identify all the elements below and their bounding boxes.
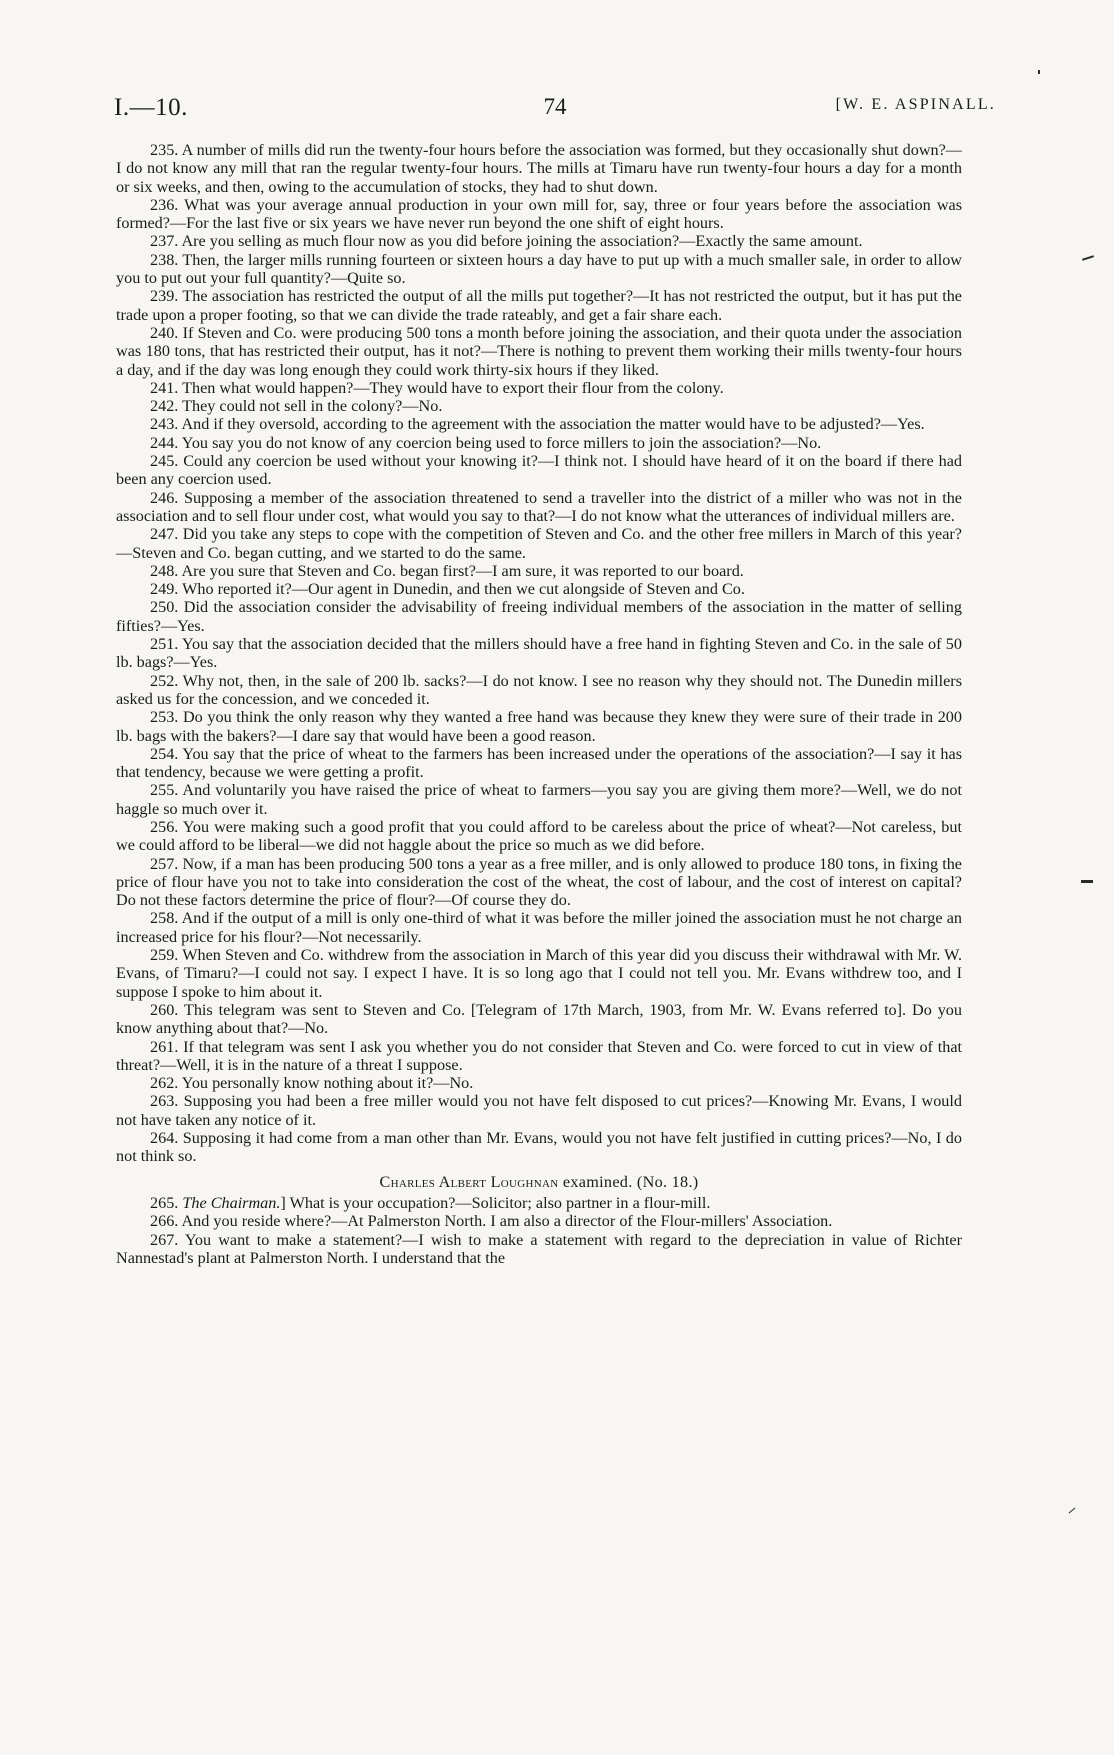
paragraph: 267. You want to make a statement?—I wish to make a statement with regard to the depreciation in value of Richter Nannestad's plant at Palmerston North. I understand that the xyxy=(116,1230,962,1267)
paragraph: 266. And you reside where?—At Palmerston North. I am also a director of the Flour-millers' Association. xyxy=(150,1212,833,1231)
paragraph: 239. The association has restricted the output of all the mills put together?—It has not restricted the output, but it has put the trade upon a proper footing, so that we can divide the trade rateably, and get a fair share each. xyxy=(116,287,962,324)
paragraph: 238. Then, the larger mills running fourteen or sixteen hours a day have to put up with a much smaller sale, in order to allow you to put out your full quantity?—Quite so. xyxy=(116,250,962,288)
section-heading-rest: examined. (No. 18.) xyxy=(558,1172,699,1191)
page-number: 74 xyxy=(543,94,567,119)
scan-mark xyxy=(1082,255,1094,261)
paragraph: 244. You say you do not know of any coercion being used to force millers to join the association?—No. xyxy=(150,433,822,452)
paragraph: 236. What was your average annual production in your own mill for, say, three or four years before the association was formed?—For the last five or six years we have never run beyond the one shift of eight hours. xyxy=(116,195,962,233)
paragraph: 247. Did you take any steps to cope with the competition of Steven and Co. and the other free millers in March of this year?—Steven and Co. began cutting, and we started to do the same. xyxy=(116,525,962,562)
paragraph: 256. You were making such a good profit that you could afford to be careless about the price of wheat?—Not careless, but we could afford to be liberal—we did not haggle about the price so much as we did before. xyxy=(116,817,962,855)
section-heading xyxy=(116,1173,962,1191)
speaker-label: The Chairman. xyxy=(182,1193,281,1212)
witness-name: Charles Albert Loughnan xyxy=(379,1172,559,1191)
page-header xyxy=(114,94,996,124)
evidence-paragraphs-aspinall xyxy=(116,141,962,1166)
paragraph: 258. And if the output of a mill is only one-third of what it was before the miller joined the association must he not charge an increased price for his flour?—Not necessarily. xyxy=(116,909,962,946)
paragraph: 243. And if they oversold, according to the agreement with the association the matter would have to be adjusted?—Yes. xyxy=(150,415,925,434)
paragraph: 237. Are you selling as much flour now as you did before joining the association?—Exactly the same amount. xyxy=(150,232,863,251)
evidence-paragraphs-loughnan xyxy=(116,1212,962,1267)
paragraph: 263. Supposing you had been a free miller would you not have felt disposed to cut prices?—Knowing Mr. Evans, I would not have taken any notice of it. xyxy=(116,1092,962,1129)
scan-mark xyxy=(1038,70,1040,74)
paragraph: 240. If Steven and Co. were producing 500 tons a month before joining the association, and their quota under the association was 180 tons, that has restricted their output, has it not?—There is nothing to prevent them working their mills twenty-four hours a day, and if the day was long enough they could work thirty-six hours if they liked. xyxy=(116,323,962,379)
paragraph: 253. Do you think the only reason why they wanted a free hand was because they knew they were sure of their trade in 200 lb. bags with the bakers?—I dare say that would have been a good reason. xyxy=(116,708,962,745)
paragraph: 242. They could not sell in the colony?—No. xyxy=(150,397,443,416)
paragraph: 248. Are you sure that Steven and Co. began first?—I am sure, it was reported to our board. xyxy=(150,561,744,580)
paragraph: 257. Now, if a man has been producing 500 tons a year as a free miller, and is only allowed to produce 180 tons, in fixing the price of flour have you not to take into consideration the cost of the wheat, the cost of labour, and the cost of interest on capital? Do not these factors determine the price of flour?—Of course they do. xyxy=(116,854,962,910)
paragraph: 249. Who reported it?—Our agent in Dunedin, and then we cut alongside of Steven and Co. xyxy=(150,580,745,599)
paragraph: 241. Then what would happen?—They would have to export their flour from the colony. xyxy=(150,378,724,397)
paragraph: 262. You personally know nothing about it?—No. xyxy=(150,1074,474,1093)
paragraph: 264. Supposing it had come from a man other than Mr. Evans, would you not have felt justified in cutting prices?—No, I do not think so. xyxy=(116,1129,962,1166)
document-body xyxy=(116,141,962,1267)
paper-reference: I.—10. xyxy=(114,94,188,121)
paragraph: 235. A number of mills did run the twenty-four hours before the association was formed, but they occasionally shut down?—I do not know any mill that ran the regular twenty-four hours. The mills at Timaru have run twenty-four hours a day for a month or six weeks, and then, owing to the accumulation of stocks, they had to shut down. xyxy=(116,141,962,196)
scan-mark xyxy=(1069,1508,1076,1514)
paragraph: 250. Did the association consider the advisability of freeing individual members of the association in the matter of selling fifties?—Yes. xyxy=(116,598,962,635)
paragraph: 251. You say that the association decided that the millers should have a free hand in fighting Steven and Co. in the sale of 50 lb. bags?—Yes. xyxy=(116,635,962,672)
paragraph: 255. And voluntarily you have raised the price of wheat to farmers—you say you are giving them more?—Well, we do not haggle so much over it. xyxy=(116,781,962,818)
paragraph: 246. Supposing a member of the association threatened to send a traveller into the district of a miller who was not in the association and to sell flour under cost, what would you say to that?—I do not know what the utterances of individual millers are. xyxy=(116,488,962,525)
paragraph: 265. The Chairman.] What is your occupation?—Solicitor; also partner in a flour-mill. xyxy=(150,1193,711,1212)
paragraph: 254. You say that the price of wheat to the farmers has been increased under the operations of the association?—I say it has that tendency, because we were getting a profit. xyxy=(116,744,962,782)
witness-name-header: [W. E. ASPINALL. xyxy=(835,96,996,113)
paragraph: 259. When Steven and Co. withdrew from the association in March of this year did you discuss their withdrawal with Mr. W. Evans, of Timaru?—I could not say. I expect I have. It is so long ago that I could not tell you. Mr. Evans withdrew too, and I suppose I spoke to him about it. xyxy=(116,946,962,1001)
scan-mark xyxy=(1081,880,1093,883)
paragraph: 260. This telegram was sent to Steven and Co. [Telegram of 17th March, 1903, from Mr. W. Evans referred to]. Do you know anything about that?—No. xyxy=(116,1000,962,1038)
paragraph: 252. Why not, then, in the sale of 200 lb. sacks?—I do not know. I see no reason why they should not. The Dunedin millers asked us for the concession, and we conceded it. xyxy=(116,671,962,708)
paragraph: 261. If that telegram was sent I ask you whether you do not consider that Steven and Co. were forced to cut in view of that threat?—Well, it is in the nature of a threat I suppose. xyxy=(116,1037,962,1074)
paragraph: 245. Could any coercion be used without your knowing it?—I think not. I should have heard of it on the board if there had been any coercion used. xyxy=(116,452,962,489)
